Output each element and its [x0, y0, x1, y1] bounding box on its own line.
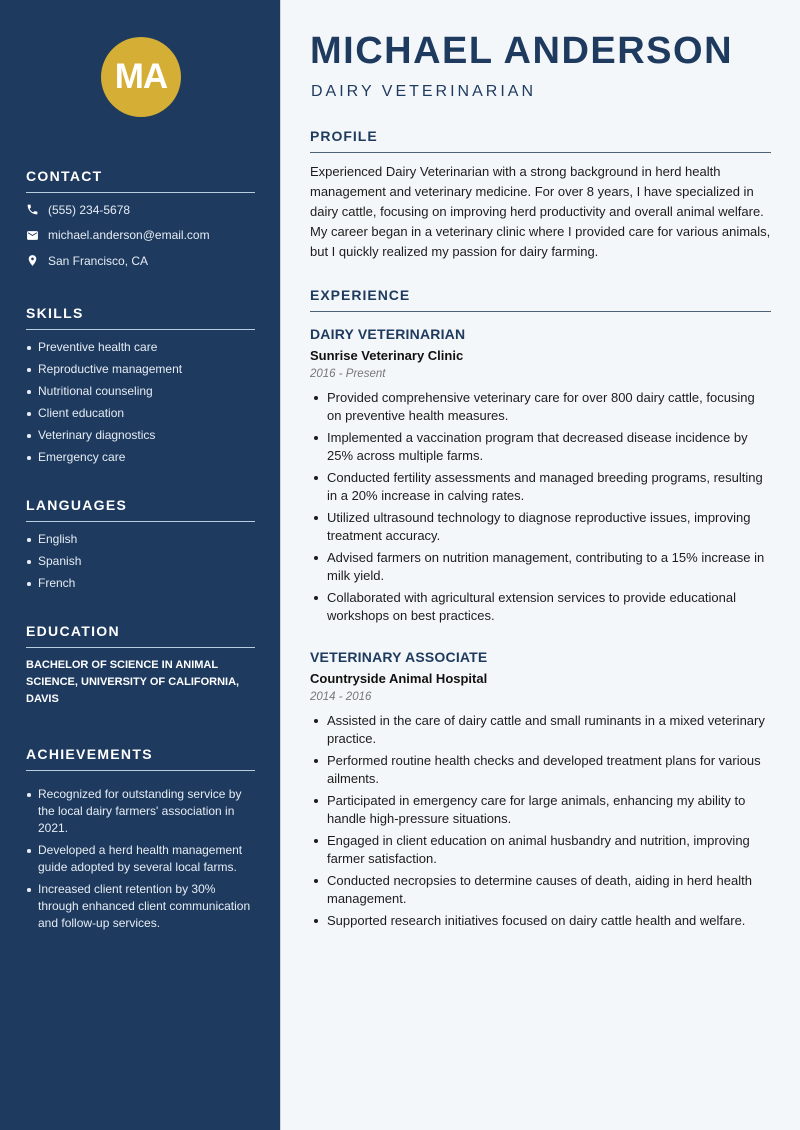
job-dates: 2014 - 2016	[310, 691, 372, 703]
job-bullet: Advised farmers on nutrition management, contributing to a 15% increase in milk yield.	[310, 549, 771, 585]
achievements-section	[26, 746, 255, 937]
job-role: VETERINARY ASSOCIATE	[310, 649, 488, 665]
profile-section	[310, 128, 771, 262]
job-bullet: Collaborated with agricultural extension services to provide educational workshops on best practices.	[310, 589, 771, 625]
skills-section	[26, 305, 255, 471]
job-bullets	[310, 389, 771, 625]
skills-list	[26, 339, 255, 466]
sidebar	[0, 0, 280, 1130]
contact-section	[26, 168, 255, 270]
language-item: English	[26, 531, 255, 548]
education-heading: EDUCATION	[26, 623, 255, 648]
language-item: Spanish	[26, 553, 255, 570]
skill-item: Emergency care	[26, 449, 255, 466]
job-bullet: Utilized ultrasound technology to diagnose reproductive issues, improving treatment accuracy.	[310, 509, 771, 545]
experience-section	[310, 287, 771, 312]
contact-phone	[26, 201, 255, 219]
job-role: DAIRY VETERINARIAN	[310, 326, 466, 342]
location-text: San Francisco, CA	[48, 253, 149, 268]
language-item: French	[26, 575, 255, 592]
job-company: Countryside Animal Hospital	[310, 671, 488, 686]
contact-heading: CONTACT	[26, 168, 255, 193]
email-icon	[26, 229, 39, 242]
candidate-title: DAIRY VETERINARIAN	[311, 83, 537, 100]
skills-heading: SKILLS	[26, 305, 255, 330]
job-bullet: Conducted fertility assessments and managed breeding programs, resulting in a 20% increase in calving rates.	[310, 469, 771, 505]
skill-item: Nutritional counseling	[26, 383, 255, 400]
contact-email	[26, 226, 255, 244]
languages-list	[26, 531, 255, 592]
phone-text: (555) 234-5678	[48, 202, 131, 217]
achievements-heading: ACHIEVEMENTS	[26, 746, 255, 771]
job-company: Sunrise Veterinary Clinic	[310, 348, 464, 363]
job-bullet: Assisted in the care of dairy cattle and small ruminants in a mixed veterinary practice.	[310, 712, 771, 748]
candidate-name: MICHAEL ANDERSON	[310, 30, 734, 72]
avatar	[101, 37, 181, 117]
education-degree: BACHELOR OF SCIENCE IN ANIMAL SCIENCE, UNIVERSITY OF CALIFORNIA, DAVIS	[26, 659, 240, 705]
email-text: michael.anderson@email.com	[48, 228, 210, 242]
profile-text: Experienced Dairy Veterinarian with a strong background in herd health management and veterinary medicine. For over 8 years, I have specialized in dairy cattle, focusing on improving herd productivity and overall animal welfare. My career began in a veterinary clinic where I provided care for various animals, but I quickly realized my passion for dairy farming.	[310, 164, 771, 259]
job-bullet: Engaged in client education on animal husbandry and nutrition, improving farmer satisfaction.	[310, 832, 771, 868]
languages-heading: LANGUAGES	[26, 497, 255, 522]
achievement-item: Increased client retention by 30% through enhanced client communication and follow-up services.	[26, 881, 255, 932]
contact-location	[26, 252, 255, 270]
job-bullet: Provided comprehensive veterinary care for over 800 dairy cattle, focusing on preventive health measures.	[310, 389, 771, 425]
achievement-item: Developed a herd health management guide adopted by several local farms.	[26, 842, 255, 876]
achievement-item: Recognized for outstanding service by the local dairy farmers' association in 2021.	[26, 786, 255, 837]
education-section	[26, 623, 255, 708]
skill-item: Preventive health care	[26, 339, 255, 356]
profile-heading: PROFILE	[310, 128, 771, 153]
job-bullet: Conducted necropsies to determine causes of death, aiding in herd health management.	[310, 872, 771, 908]
phone-icon	[26, 203, 39, 216]
avatar-initials: MA	[114, 57, 168, 96]
skill-item: Client education	[26, 405, 255, 422]
skill-item: Veterinary diagnostics	[26, 427, 255, 444]
languages-section	[26, 497, 255, 597]
job-bullet: Performed routine health checks and developed treatment plans for various ailments.	[310, 752, 771, 788]
location-pin-icon	[26, 254, 39, 267]
job-bullet: Implemented a vaccination program that decreased disease incidence by 25% across multiple farms.	[310, 429, 771, 465]
skill-item: Reproductive management	[26, 361, 255, 378]
job-dates: 2016 - Present	[310, 368, 386, 380]
achievements-list	[26, 786, 255, 932]
job-entry	[310, 649, 771, 934]
experience-heading: EXPERIENCE	[310, 287, 771, 312]
job-bullets	[310, 712, 771, 930]
job-bullet: Supported research initiatives focused on dairy cattle health and welfare.	[310, 912, 771, 930]
job-entry	[310, 326, 771, 629]
job-bullet: Participated in emergency care for large animals, enhancing my ability to handle high-pressure situations.	[310, 792, 771, 828]
